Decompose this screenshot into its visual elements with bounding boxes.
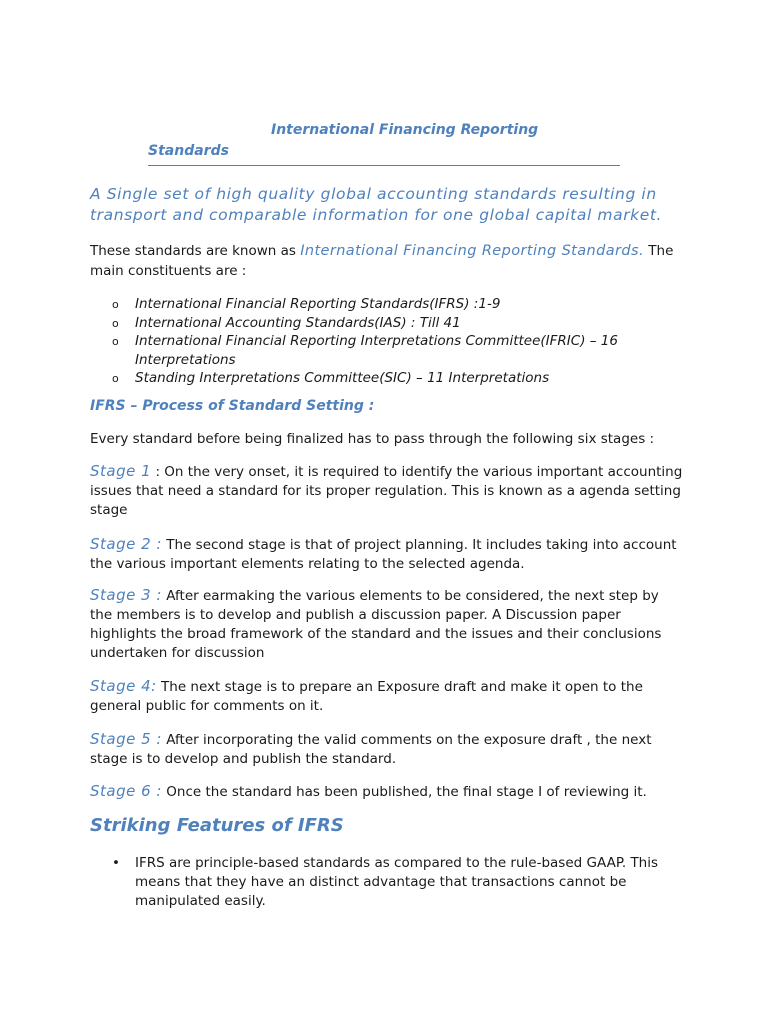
stage-2-text: The second stage is that of project planning. It includes taking into account the various important elements relating to the selected agenda.: [90, 537, 677, 572]
process-intro-paragraph: Every standard before being finalized has to pass through the following six stages :: [90, 431, 655, 447]
stage-2-paragraph: [90, 535, 685, 574]
list-item: [112, 369, 672, 388]
constituent-text: International Accounting Standards(IAS) : Till 41: [135, 314, 461, 331]
stage-1-separator: :: [151, 464, 165, 480]
stage-3-paragraph: [90, 586, 685, 663]
stage-5-label: Stage 5 :: [90, 730, 162, 748]
features-heading: Striking Features of IFRS: [90, 815, 344, 836]
stage-6-paragraph: [90, 782, 685, 802]
document-title-line1: International Financing Reporting: [271, 122, 539, 138]
stage-4-text: The next stage is to prepare an Exposure draft and make it open to the general public for comments on it.: [90, 679, 643, 714]
stage-6-label: Stage 6 :: [90, 782, 162, 800]
list-item: [112, 295, 672, 314]
intro-paragraph: [90, 241, 685, 281]
circle-bullet-icon: o: [112, 372, 119, 385]
stage-5-paragraph: [90, 730, 685, 769]
stage-4-paragraph: [90, 677, 685, 716]
intro-prefix: These standards are known as: [90, 243, 301, 259]
intro-suffix: The main constituents are :: [90, 243, 674, 279]
list-item: [112, 332, 672, 369]
list-item: [112, 854, 682, 911]
stage-3-text: After earmaking the various elements to be considered, the next step by the members is to develop and publish a discussion paper. A Discussion paper highlights the broad framework of the standard and the issues and their conclusions undertaken for discussion: [90, 588, 662, 661]
stage-1-paragraph: [90, 462, 685, 520]
document-subtitle: A Single set of high quality global accounting standards resulting in transport and comparable information for one global capital market.: [90, 185, 663, 224]
stage-1-text: On the very onset, it is required to identify the various important accounting issues that need a standard for its proper regulation. This is known as a agenda setting stage: [90, 464, 683, 518]
title-underline-rule: [148, 165, 620, 166]
intro-highlight: International Financing Reporting Standards.: [300, 243, 644, 259]
stage-6-text: Once the standard has been published, the final stage I of reviewing it.: [166, 784, 647, 800]
stage-4-label: Stage 4:: [90, 677, 157, 695]
circle-bullet-icon: o: [112, 335, 119, 348]
stage-3-label: Stage 3 :: [90, 586, 162, 604]
constituent-text: Standing Interpretations Committee(SIC) – 11 Interpretations: [135, 370, 550, 386]
process-heading: IFRS – Process of Standard Setting :: [90, 398, 375, 414]
list-item: [112, 314, 672, 333]
document-title-line2: Standards: [148, 143, 229, 159]
circle-bullet-icon: o: [112, 316, 119, 330]
features-list: [112, 854, 682, 911]
constituents-list: [112, 295, 672, 388]
stage-1-label: Stage 1: [90, 462, 152, 480]
circle-bullet-icon: o: [112, 298, 119, 311]
constituent-text: International Financial Reporting Standards(IFRS) :1-9: [135, 296, 501, 312]
feature-text: IFRS are principle-based standards as compared to the rule-based GAAP. This means that they have an distinct advantage that transactions cannot be manipulated easily.: [135, 855, 659, 909]
constituent-text: International Financial Reporting Interpretations Committee(IFRIC) – 16 Interpretations: [135, 333, 618, 368]
bullet-dot-icon: •: [112, 855, 120, 871]
stage-5-text: After incorporating the valid comments on the exposure draft , the next stage is to develop and publish the standard.: [90, 732, 652, 767]
stage-2-label: Stage 2 :: [90, 535, 162, 553]
